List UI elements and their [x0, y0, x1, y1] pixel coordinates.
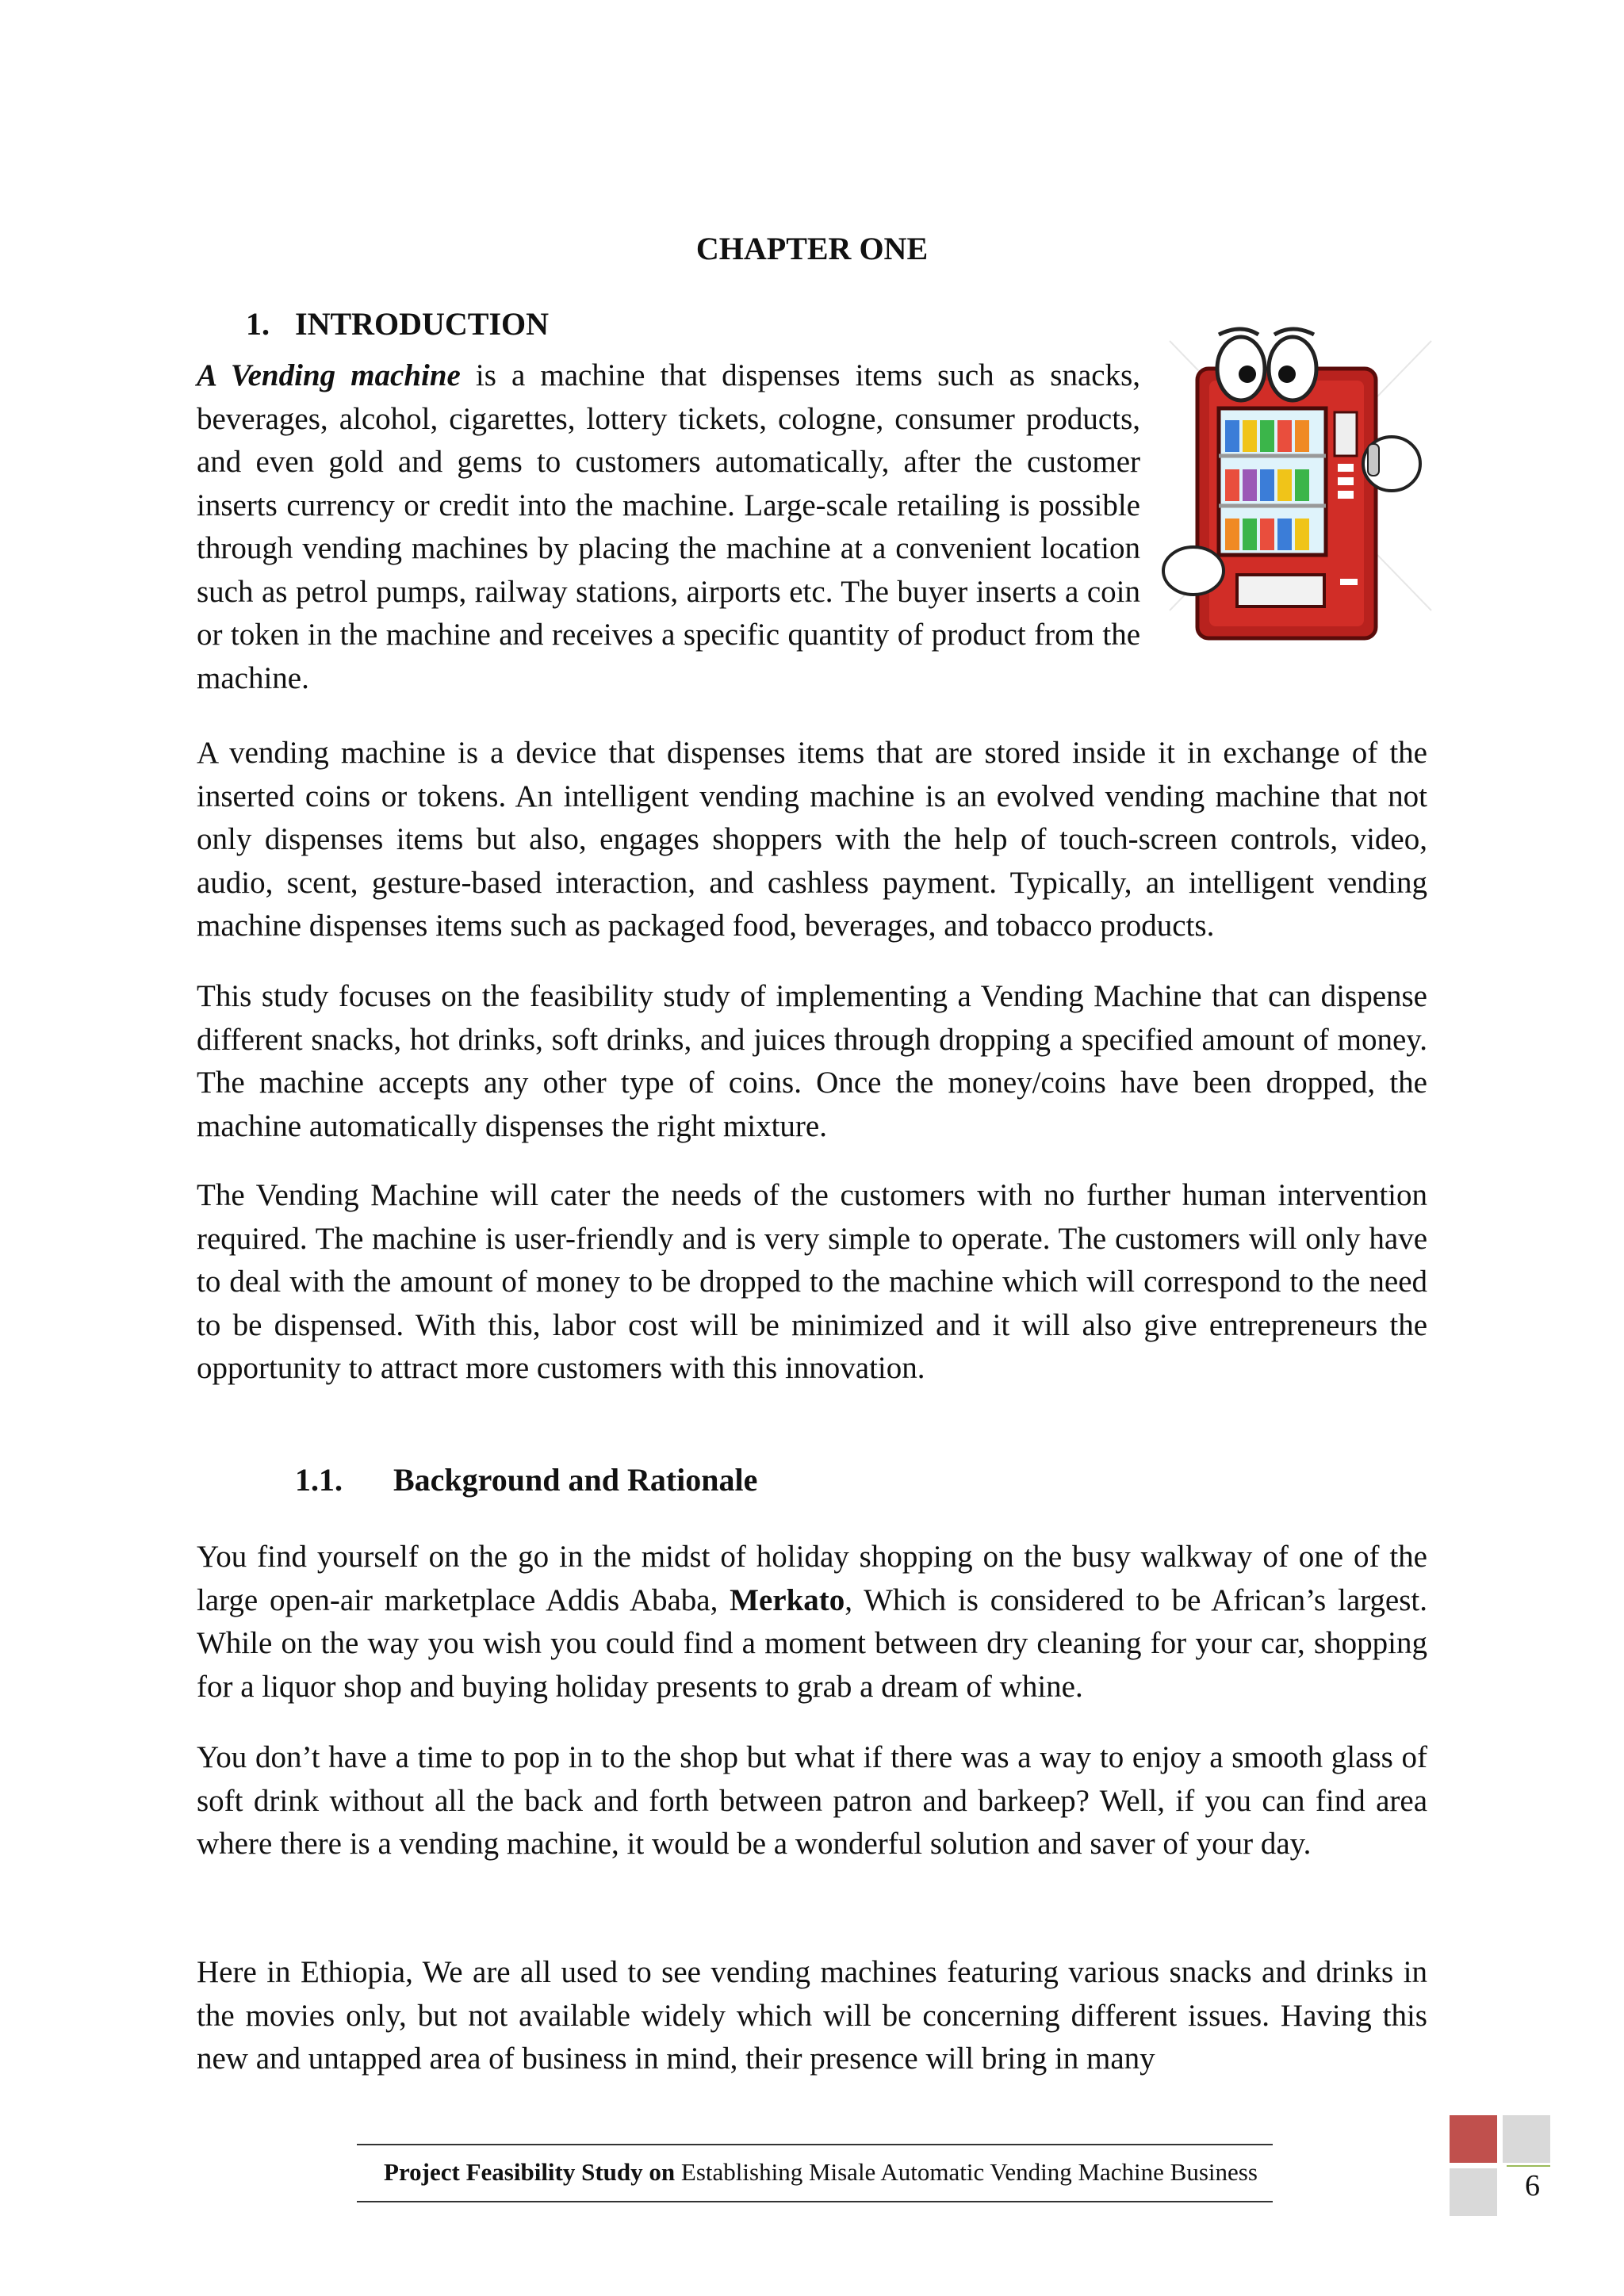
footer-plain-text: Establishing Misale Automatic Vending Machine Business	[675, 2158, 1258, 2186]
footer-text	[349, 2158, 1293, 2187]
page-corner-grey-block-2	[1450, 2168, 1497, 2216]
section-title: INTRODUCTION	[295, 306, 550, 342]
page-number-rule	[1507, 2165, 1550, 2167]
section-number: 1.	[246, 306, 270, 342]
intro-paragraph	[197, 354, 1140, 700]
footer-bottom-rule	[357, 2201, 1273, 2202]
page-corner-red-block	[1450, 2115, 1497, 2163]
paragraph-study-focus: This study focuses on the feasibility study of implementing a Vending Machine that can dispense different snacks, hot drinks, soft drinks, and juices through dropping a specified amount of money. The machine accepts any other type of coins. Once the money/coins have been dropped, the machine automatically dispenses the right mixture.	[197, 979, 1427, 1143]
intro-text: is a machine that dispenses items such as snacks, beverages, alcohol, cigarettes, lottery tickets, cologne, consumer products, and even gold and gems to customers automatically, after the customer inserts currency or credit into the machine. Large-scale retailing is possible through vending machines by placing the machine at a convenient location such as petrol pumps, railway stations, airports etc. The buyer inserts a coin or token in the machine and receives a specific quantity of product from the machine.	[197, 358, 1140, 695]
page-footer	[349, 2141, 1293, 2204]
paragraph-customer-needs: The Vending Machine will cater the needs of the customers with no further human intervention required. The machine is user-friendly and is very simple to operate. The customers will only have to deal with the amount of money to be dropped to the machine which will correspond to the need to be dispensed. With this, labor cost will be minimized and it will also give entrepreneurs the opportunity to attract more customers with this innovation.	[197, 1178, 1427, 1385]
paragraph-merkato	[197, 1536, 1427, 1709]
vending-machine-mascot-illustration	[1162, 325, 1447, 642]
footer-top-rule	[357, 2144, 1273, 2145]
paragraph-soft-drink: You don’t have a time to pop in to the shop but what if there was a way to enjoy a smooth glass of soft drink without all the back and forth between patron and barkeep? Well, if you can find area where there is a vending machine, it would be a wonderful solution and saver of your day.	[197, 1740, 1427, 1861]
intro-lead-term: A Vending machine	[197, 358, 461, 392]
paragraph-merkato-text-a: You find yourself on the go in the midst of holiday shopping on the busy walkway of one of the large open-air marketplace Addis Ababa,	[197, 1540, 1427, 1617]
paragraph-ethiopia: Here in Ethiopia, We are all used to see vending machines featuring various snacks and drinks in the movies only, but not available widely which will be concerning different issues. Having this new and untapped area of business in mind, their presence will bring in many	[197, 1955, 1427, 2076]
page-corner-grey-block	[1503, 2115, 1550, 2163]
footer-bold-text: Project Feasibility Study on	[384, 2158, 676, 2186]
paragraph-merkato-text-b: , Which is considered to be African’s largest. While on the way you wish you could find a moment between dry cleaning for your car, shopping for a liquor shop and buying holiday presents to grab a dream of whine.	[197, 1582, 1427, 1704]
merkato-bold: Merkato	[730, 1582, 845, 1617]
subsection-number: 1.1.	[295, 1462, 343, 1498]
paragraph-intelligent-vending: A vending machine is a device that dispenses items that are stored inside it in exchange of the inserted coins or tokens. An intelligent vending machine is an evolved vending machine that not only dispenses items but also, engages shoppers with the help of touch-screen controls, video, audio, scent, gesture-based interaction, and cashless payment. Typically, an intelligent vending machine dispenses items such as packaged food, beverages, and tobacco products.	[197, 736, 1427, 943]
subsection-title: Background and Rationale	[393, 1462, 758, 1498]
chapter-title: CHAPTER ONE	[695, 231, 929, 266]
page-number: 6	[1525, 2169, 1540, 2202]
section-heading-introduction	[246, 305, 549, 342]
section-heading-background	[295, 1461, 757, 1498]
